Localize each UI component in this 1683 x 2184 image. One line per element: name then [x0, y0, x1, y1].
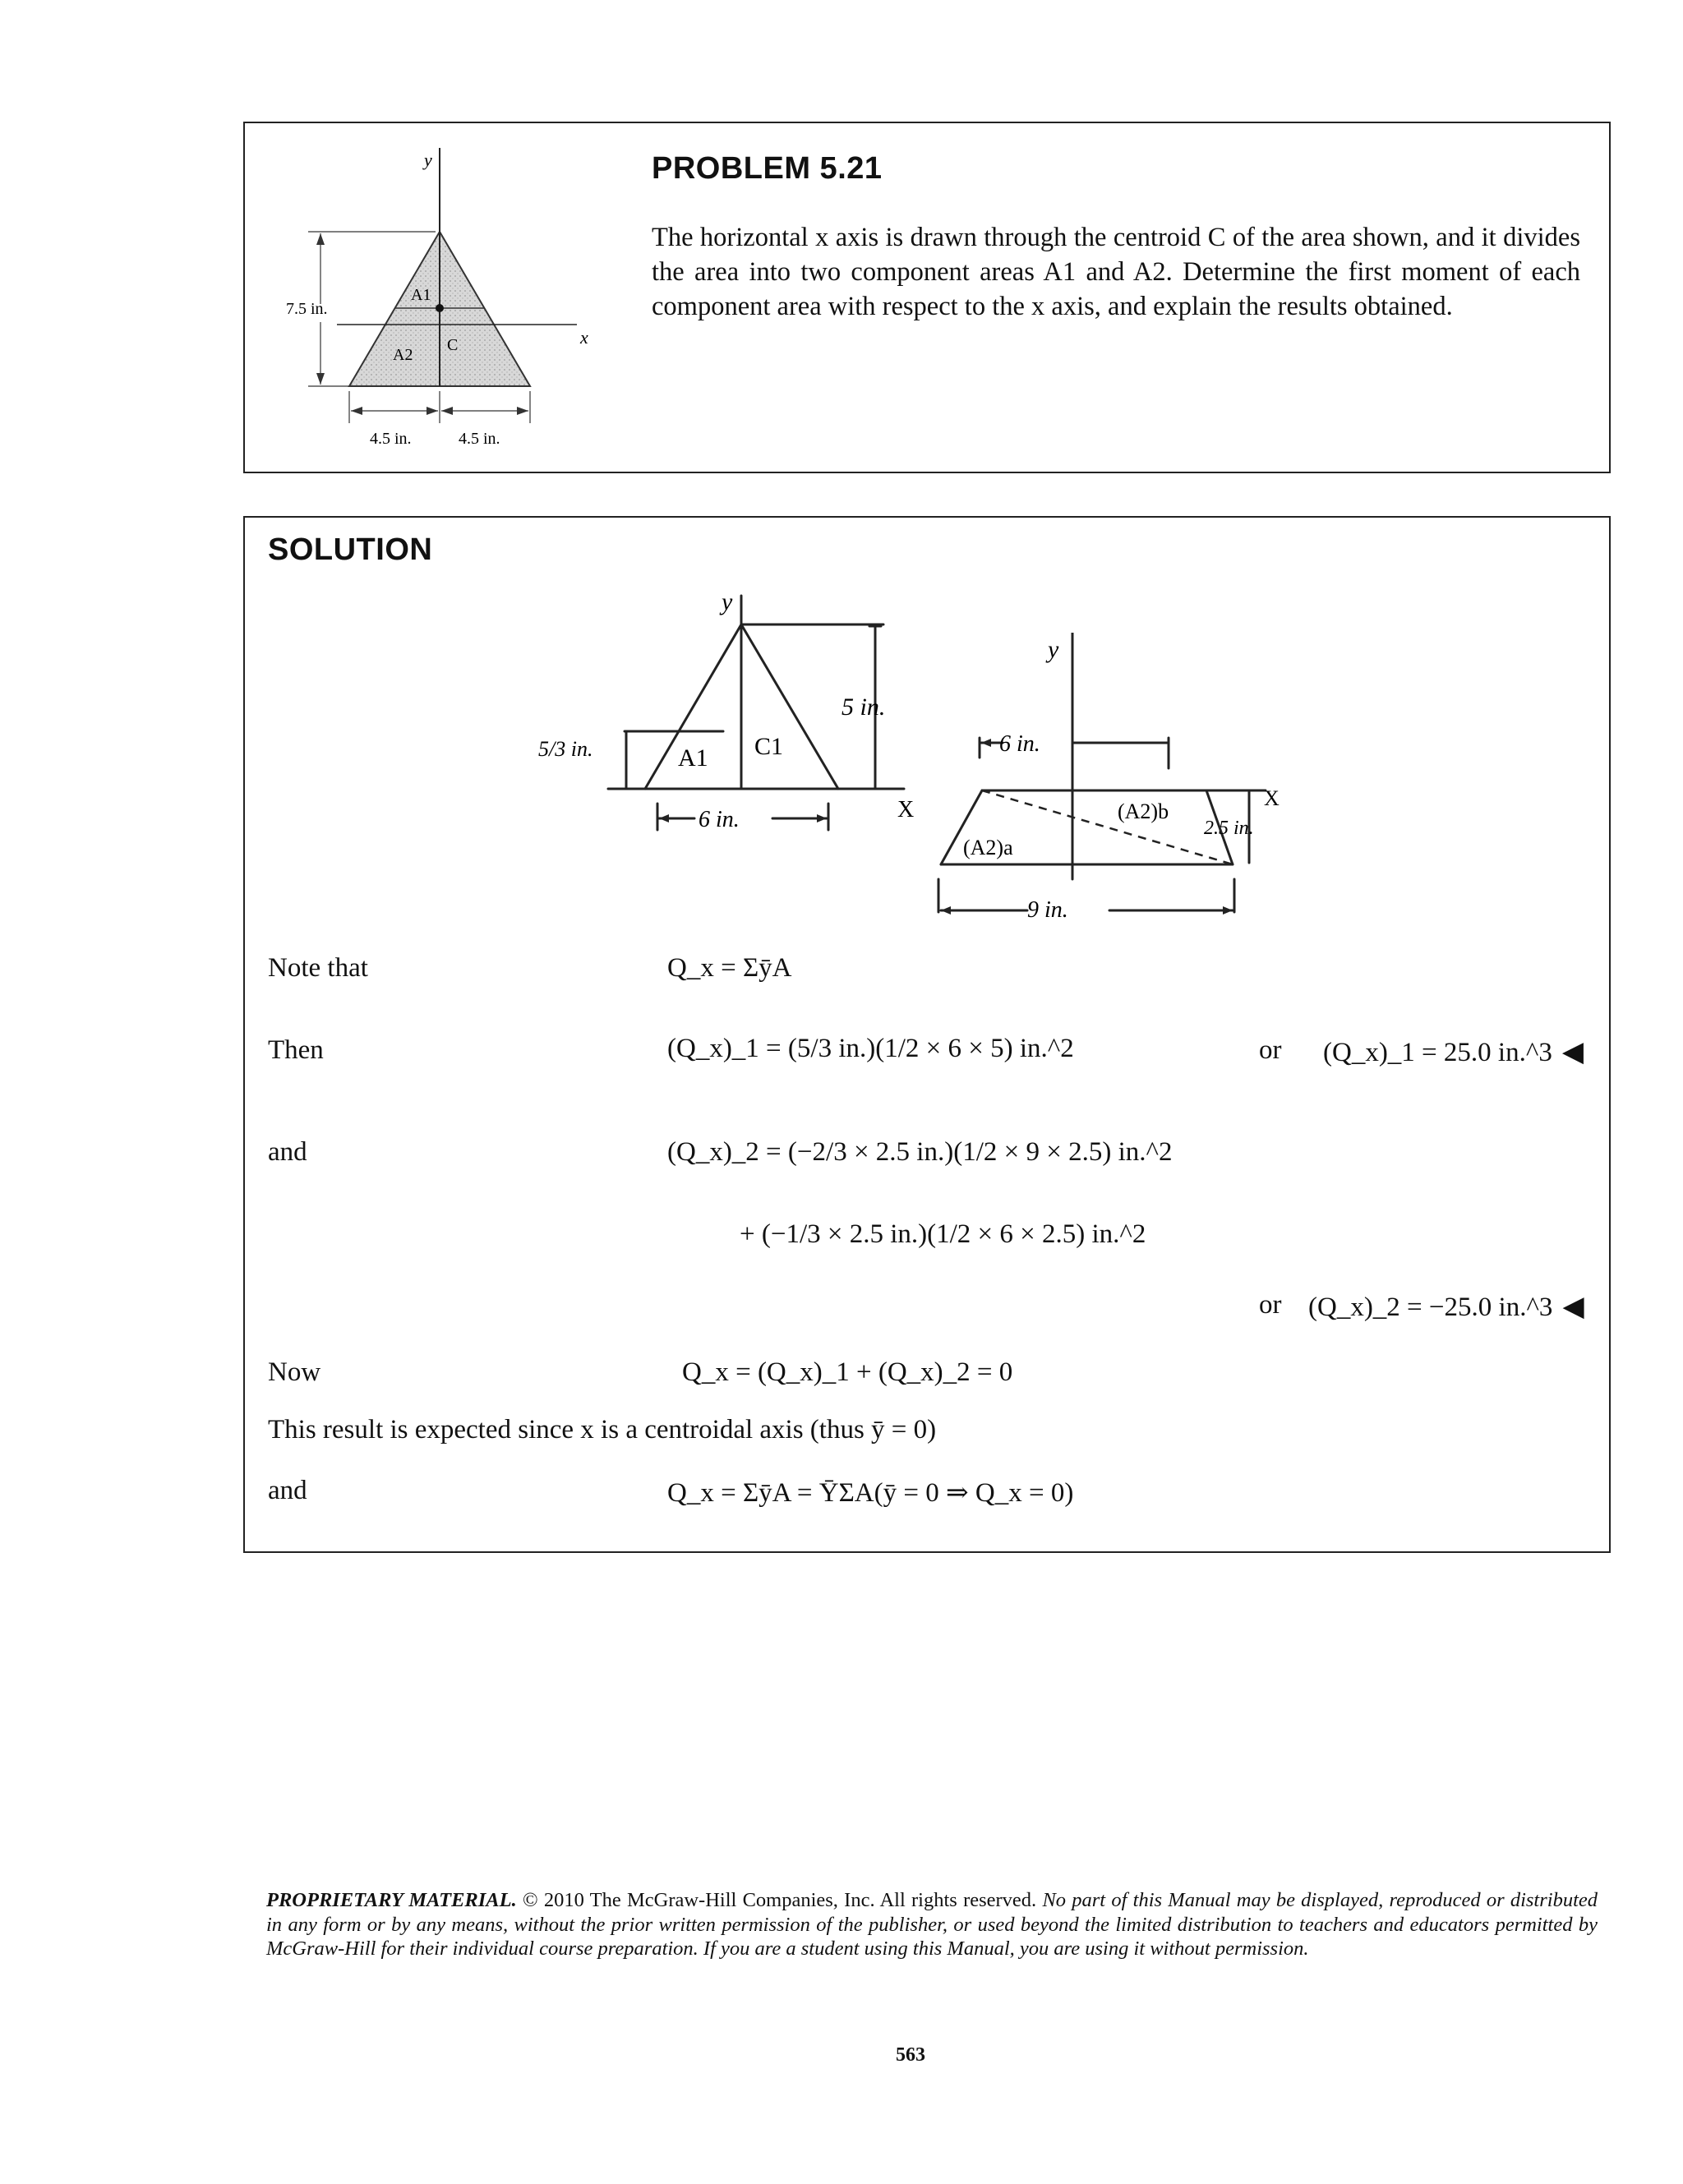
answer-1: [1323, 1035, 1584, 1068]
equation-1: Q_x = ΣȳA: [667, 953, 792, 983]
sketch2-height-label: 2.5 in.: [1204, 818, 1254, 839]
sketch1-height-label: 5 in.: [842, 693, 886, 721]
fig-half-base-left: 4.5 in.: [370, 430, 412, 448]
equation-3a: (Q_x)_2 = (−2/3 × 2.5 in.)(1/2 × 9 × 2.5) in.^2: [667, 1137, 1173, 1167]
equation-5: Q_x = ΣȳA = ȲΣA(ȳ = 0 ⇒ Q_x = 0): [667, 1478, 1074, 1508]
label-then: Then: [268, 1035, 324, 1065]
label-and-2: and: [268, 1476, 307, 1505]
footer: [266, 1888, 1598, 1961]
sketch2-y-label: y: [1048, 636, 1059, 663]
equation-2: (Q_x)_1 = (5/3 in.)(1/2 × 6 × 5) in.^2: [667, 1034, 1074, 1063]
answer-2-text: (Q_x)_2 = −25.0 in.^3: [1308, 1292, 1553, 1322]
fig-a2-label: A2: [393, 346, 413, 364]
sketch1-y-label: y: [722, 592, 733, 615]
footer-label: PROPRIETARY MATERIAL.: [266, 1889, 517, 1911]
problem-title: PROBLEM 5.21: [652, 151, 883, 186]
fig-half-base-right: 4.5 in.: [459, 430, 500, 448]
sketch1-c1-label: C1: [754, 733, 784, 760]
label-note: Note that: [268, 953, 368, 983]
label-and-1: and: [268, 1137, 307, 1167]
fig-c-label: C: [447, 336, 459, 354]
sketch1-a1-label: A1: [678, 744, 708, 772]
fig-a1-label: A1: [411, 286, 431, 304]
solution-sketch-2: [920, 633, 1348, 937]
label-or-2: or: [1259, 1290, 1282, 1320]
solution-explanation: This result is expected since x is a centroidal axis (thus ȳ = 0): [268, 1415, 937, 1444]
sketch1-centroid-dist: 5/3 in.: [538, 737, 593, 761]
page-number: 563: [896, 2044, 925, 2066]
label-or-1: or: [1259, 1035, 1282, 1065]
answer-1-text: (Q_x)_1 = 25.0 in.^3: [1323, 1038, 1552, 1067]
equation-3b: + (−1/3 × 2.5 in.)(1/2 × 6 × 2.5) in.^2: [740, 1219, 1146, 1249]
sketch2-x-label: X: [1264, 786, 1280, 810]
fig-y-label: y: [424, 150, 432, 170]
footer-copyright: © 2010 The McGraw-Hill Companies, Inc. All rights reserved.: [522, 1889, 1037, 1911]
sketch2-a2a-label: (A2)a: [963, 836, 1013, 859]
solution-sketch-1: [526, 592, 953, 846]
problem-figure: [271, 131, 633, 460]
footer-notice: No part of this Manual may be displayed, reproduced or distributed in any form or by any means, without the prior written permission of the publisher, or used beyond the limited distribution to teachers and educators permitted by McGraw-Hill for their individual course preparation. If you are a student using this Manual, you are using it without permission.: [266, 1889, 1598, 1960]
answer-2: [1308, 1290, 1584, 1323]
fig-height-label: 7.5 in.: [286, 300, 328, 318]
answer-marker-icon: ◀: [1561, 1037, 1584, 1067]
sketch2-base-label: 9 in.: [1027, 897, 1068, 923]
sketch1-x-label: X: [897, 797, 915, 822]
sketch1-base-label: 6 in.: [699, 807, 740, 832]
label-now: Now: [268, 1357, 321, 1387]
fig-x-label: x: [580, 327, 588, 348]
equation-4: Q_x = (Q_x)_1 + (Q_x)_2 = 0: [682, 1357, 1013, 1387]
problem-text: The horizontal x axis is drawn through the centroid C of the area shown, and it divides the area into two component areas A1 and A2. Determine the first moment of each component area with respect to the x axis, and explain the results obtained.: [652, 223, 1580, 321]
sketch2-top-label: 6 in.: [999, 731, 1040, 757]
answer-marker-icon: ◀: [1562, 1292, 1584, 1322]
sketch2-a2b-label: (A2)b: [1118, 799, 1169, 823]
solution-title: SOLUTION: [268, 532, 433, 567]
